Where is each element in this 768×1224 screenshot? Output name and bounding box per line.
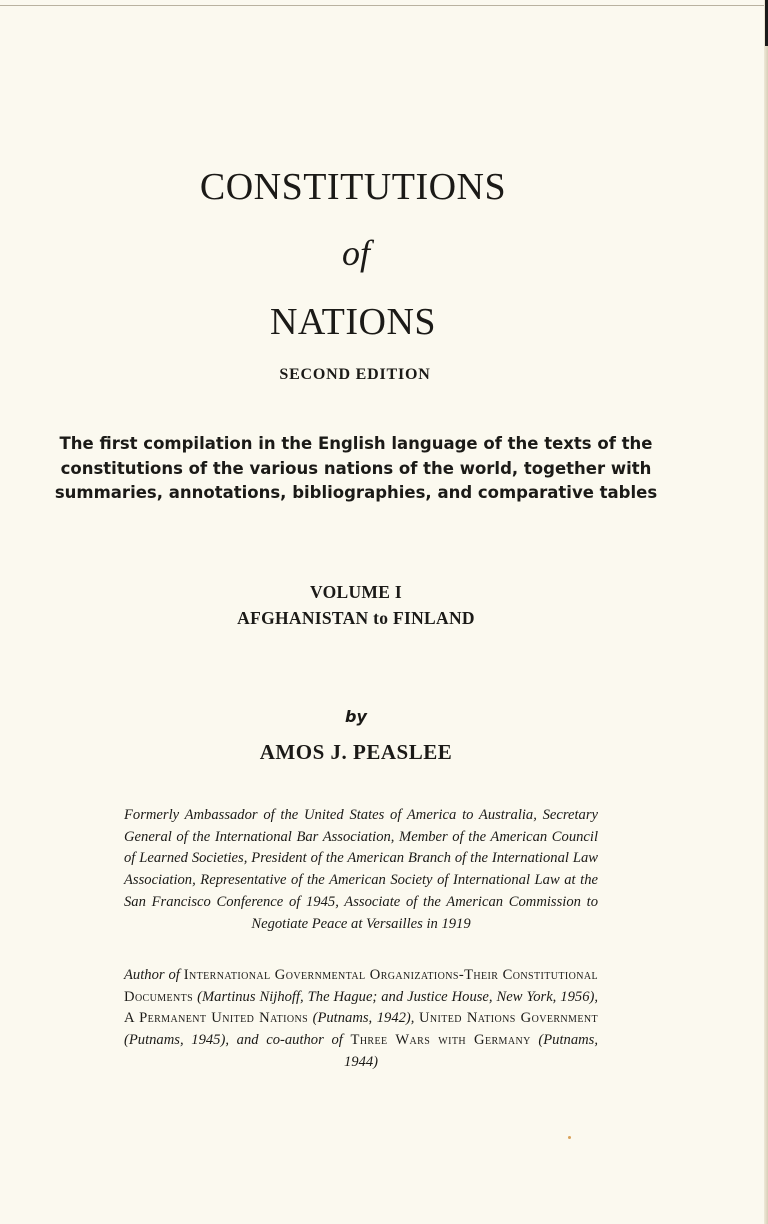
- work-title-2: A Permanent United Nations: [124, 1010, 309, 1027]
- work-publisher-3: (Putnams, 1945), and co-author of: [124, 1032, 343, 1049]
- work-publisher-1: (Martinus Nijhoff, The Hague; and Justice House, New York, 1956),: [197, 988, 598, 1005]
- volume-number: VOLUME I: [310, 582, 402, 602]
- book-description: The first compilation in the English language of the texts of the constitutions of the various nations of the world, together with summaries, annotations, bibliographies, and comparative tables: [54, 434, 658, 502]
- author-works: [124, 965, 598, 1074]
- works-intro: Author of: [124, 967, 180, 983]
- top-edge-rule: [0, 5, 768, 6]
- title-line-nations: NATIONS: [269, 301, 437, 343]
- page-right-edge: [764, 0, 768, 1224]
- title-line-constitutions: CONSTITUTIONS: [199, 166, 507, 208]
- volume-range: AFGHANISTAN to FINLAND: [237, 608, 475, 628]
- by-label: by: [345, 707, 367, 726]
- edition-label: SECOND EDITION: [279, 366, 431, 383]
- work-title-1: International Governmental Organizations-Their Constitutional Documents: [124, 967, 598, 1005]
- work-title-3: United Nations Government: [418, 1010, 598, 1027]
- work-publisher-4: (Putnams, 1944): [343, 1032, 598, 1070]
- title-of: of: [341, 233, 370, 273]
- paper-speck: [568, 1136, 571, 1139]
- work-title-4: Three Wars with Germany: [350, 1032, 531, 1049]
- work-publisher-2: (Putnams, 1942),: [312, 1010, 415, 1027]
- author-bio: Formerly Ambassador of the United States of America to Australia, Secretary General of the International Bar Association, Member of the American Council of Learned Societies, President of the American Branch of the International Law Association, Representative of the American Society of International Law at the San Francisco Conference of 1945, Associate of the American Commission to Negotiate Peace at Versailles in 1919: [124, 807, 598, 932]
- author-name: AMOS J. PEASLEE: [259, 740, 453, 764]
